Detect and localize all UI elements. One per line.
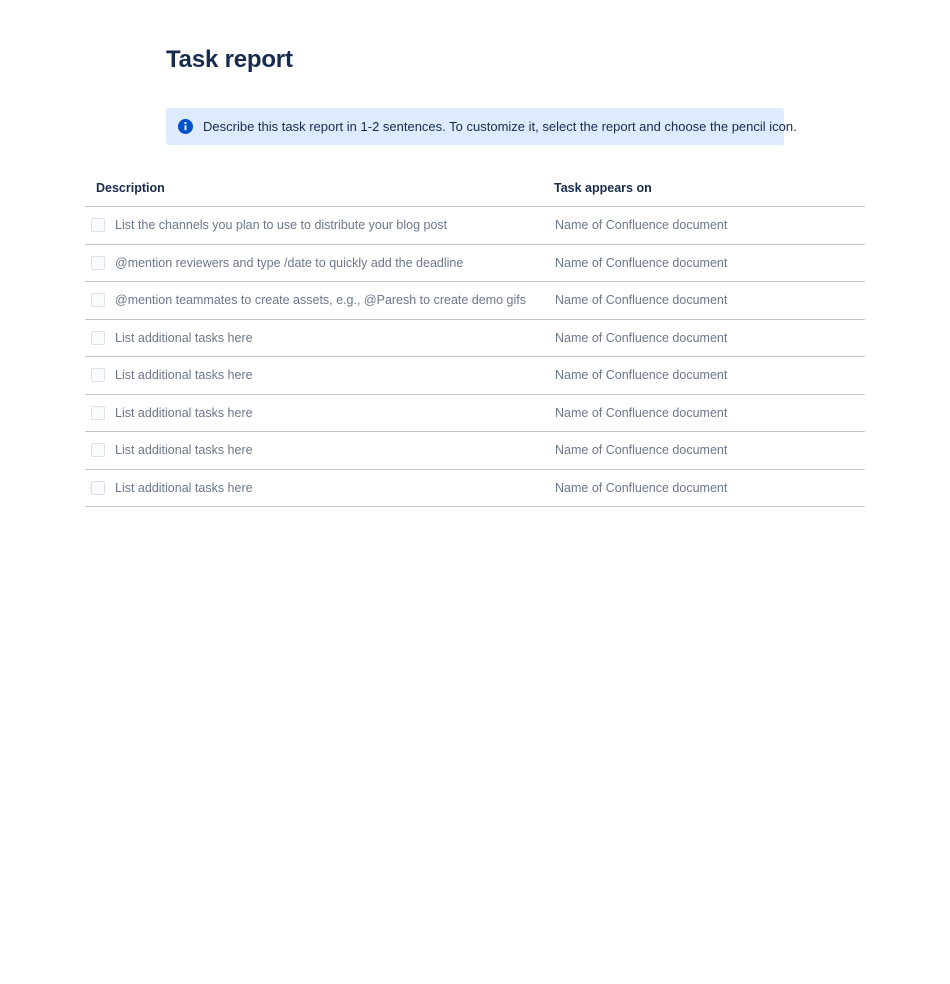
task-page-link[interactable]: Name of Confluence document xyxy=(555,480,728,495)
task-description: List additional tasks here xyxy=(115,443,253,458)
task-description: List additional tasks here xyxy=(115,330,253,345)
table-header xyxy=(85,170,865,207)
task-page-link[interactable]: Name of Confluence document xyxy=(555,405,728,420)
task-description: List additional tasks here xyxy=(115,405,253,420)
column-header-task-appears-on: Task appears on xyxy=(554,181,652,195)
info-panel xyxy=(166,108,797,145)
task-checkbox[interactable] xyxy=(91,443,105,457)
task-checkbox[interactable] xyxy=(91,256,105,270)
task-description-cell xyxy=(85,406,544,420)
task-description-cell xyxy=(85,256,544,270)
task-checkbox[interactable] xyxy=(91,331,105,345)
task-checkbox[interactable] xyxy=(91,481,105,495)
task-description-cell xyxy=(85,293,544,307)
task-description-cell xyxy=(85,218,544,232)
task-checkbox[interactable] xyxy=(91,218,105,232)
task-page-link[interactable]: Name of Confluence document xyxy=(555,293,728,308)
page-title: Task report xyxy=(166,46,293,73)
task-page-link[interactable]: Name of Confluence document xyxy=(555,218,728,233)
info-panel-text: Describe this task report in 1-2 sentences. To customize it, select the report and choose the pencil icon. xyxy=(203,119,797,134)
task-page-link[interactable]: Name of Confluence document xyxy=(555,255,728,270)
task-checkbox[interactable] xyxy=(91,293,105,307)
table-row xyxy=(85,432,865,470)
task-description-cell xyxy=(85,443,544,457)
task-description-cell xyxy=(85,481,544,495)
task-report-table xyxy=(85,170,865,507)
task-description: @mention teammates to create assets, e.g., @Paresh to create demo gifs xyxy=(115,293,526,308)
task-page-link[interactable]: Name of Confluence document xyxy=(555,330,728,345)
task-description-cell xyxy=(85,368,544,382)
task-checkbox[interactable] xyxy=(91,406,105,420)
table-row xyxy=(85,282,865,320)
info-icon xyxy=(178,119,193,134)
table-row xyxy=(85,320,865,358)
task-description: @mention reviewers and type /date to quickly add the deadline xyxy=(115,255,464,270)
task-description: List the channels you plan to use to distribute your blog post xyxy=(115,218,448,233)
table-row xyxy=(85,357,865,395)
table-row xyxy=(85,245,865,283)
task-checkbox[interactable] xyxy=(91,368,105,382)
table-row xyxy=(85,470,865,508)
task-page-link[interactable]: Name of Confluence document xyxy=(555,368,728,383)
column-header-description: Description xyxy=(96,181,165,195)
table-row xyxy=(85,395,865,433)
task-description-cell xyxy=(85,331,544,345)
table-row xyxy=(85,207,865,245)
task-page-link[interactable]: Name of Confluence document xyxy=(555,443,728,458)
task-description: List additional tasks here xyxy=(115,368,253,383)
task-description: List additional tasks here xyxy=(115,480,253,495)
